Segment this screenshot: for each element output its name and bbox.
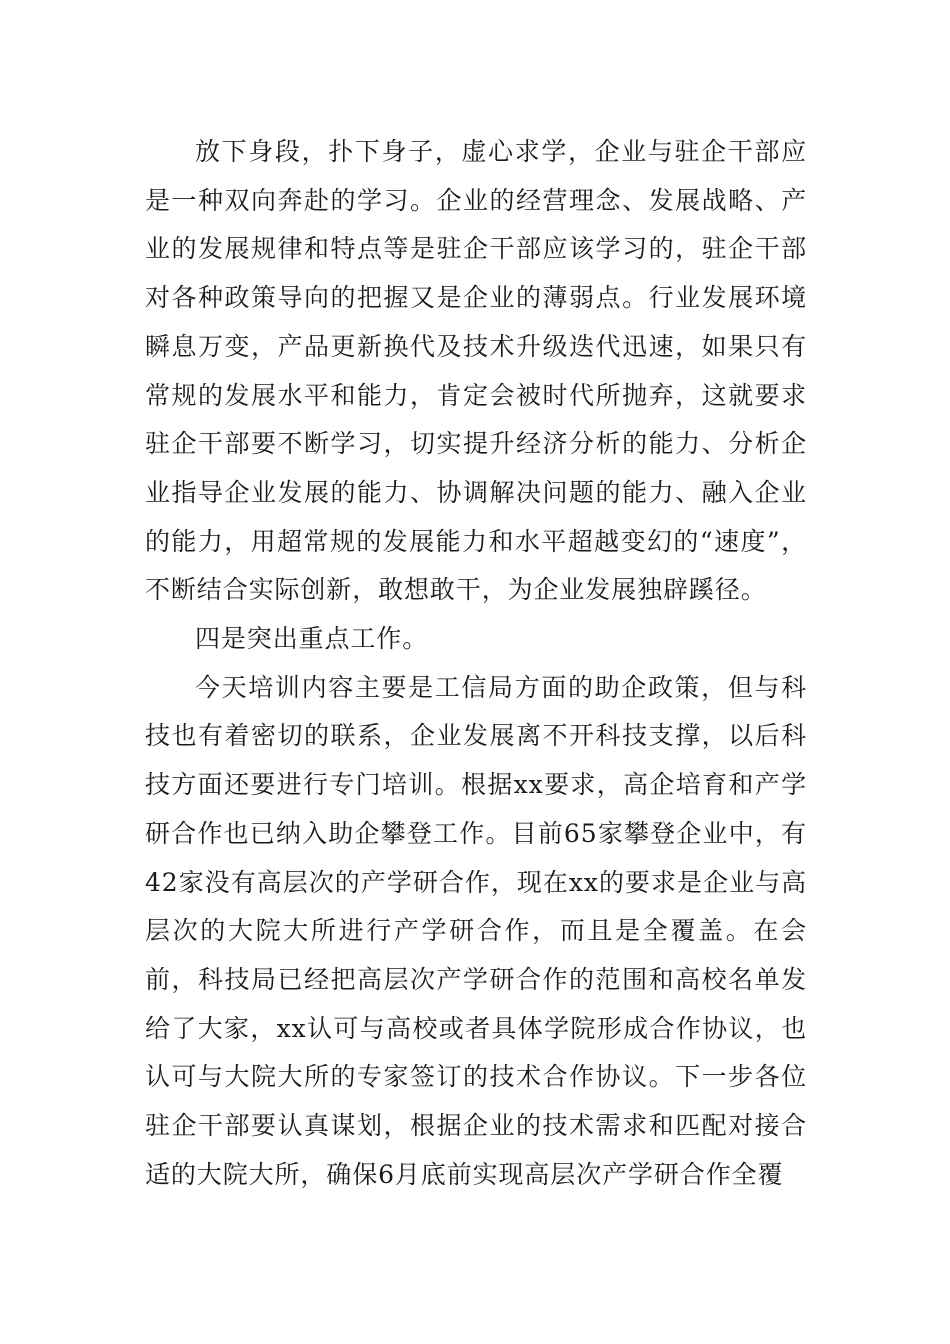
paragraph-section-heading: 四是突出重点工作。 xyxy=(195,624,429,654)
document-body xyxy=(145,128,807,1199)
paragraph-training: 今天培训内容主要是工信局方面的助企政策，但与科技也有着密切的联系，企业发展离不开科技支撑，以后科技方面还要进行专门培训。根据xx要求，高企培育和产学研合作也已纳入助企攀登工作。目前65家攀登企业中，有42家没有高层次的产学研合作，现在xx的要求是企业与高层次的大院大所进行产学研合作，而且是全覆盖。在会前，科技局已经把高层次产学研合作的范围和高校名单发给了大家，xx认可与高校或者具体学院形成合作协议，也认可与大院大所的专家签订的技术合作协议。下一步各位驻企干部要认真谋划，根据企业的技术需求和匹配对接合适的大院大所，确保6月底前实现高层次产学研合作全覆 xyxy=(145,672,807,1189)
paragraph-learning: 放下身段，扑下身子，虚心求学，企业与驻企干部应是一种双向奔赴的学习。企业的经营理念、发展战略、产业的发展规律和特点等是驻企干部应该学习的，驻企干部对各种政策导向的把握又是企业的薄弱点。行业发展环境瞬息万变，产品更新换代及技术升级迭代迅速，如果只有常规的发展水平和能力，肯定会被时代所抛弃，这就要求驻企干部要不断学习，切实提升经济分析的能力、分析企业指导企业发展的能力、协调解决问题的能力、融入企业的能力，用超常规的发展能力和水平超越变幻的“速度”，不断结合实际创新，敢想敢干，为企业发展独辟蹊径。 xyxy=(145,137,807,605)
